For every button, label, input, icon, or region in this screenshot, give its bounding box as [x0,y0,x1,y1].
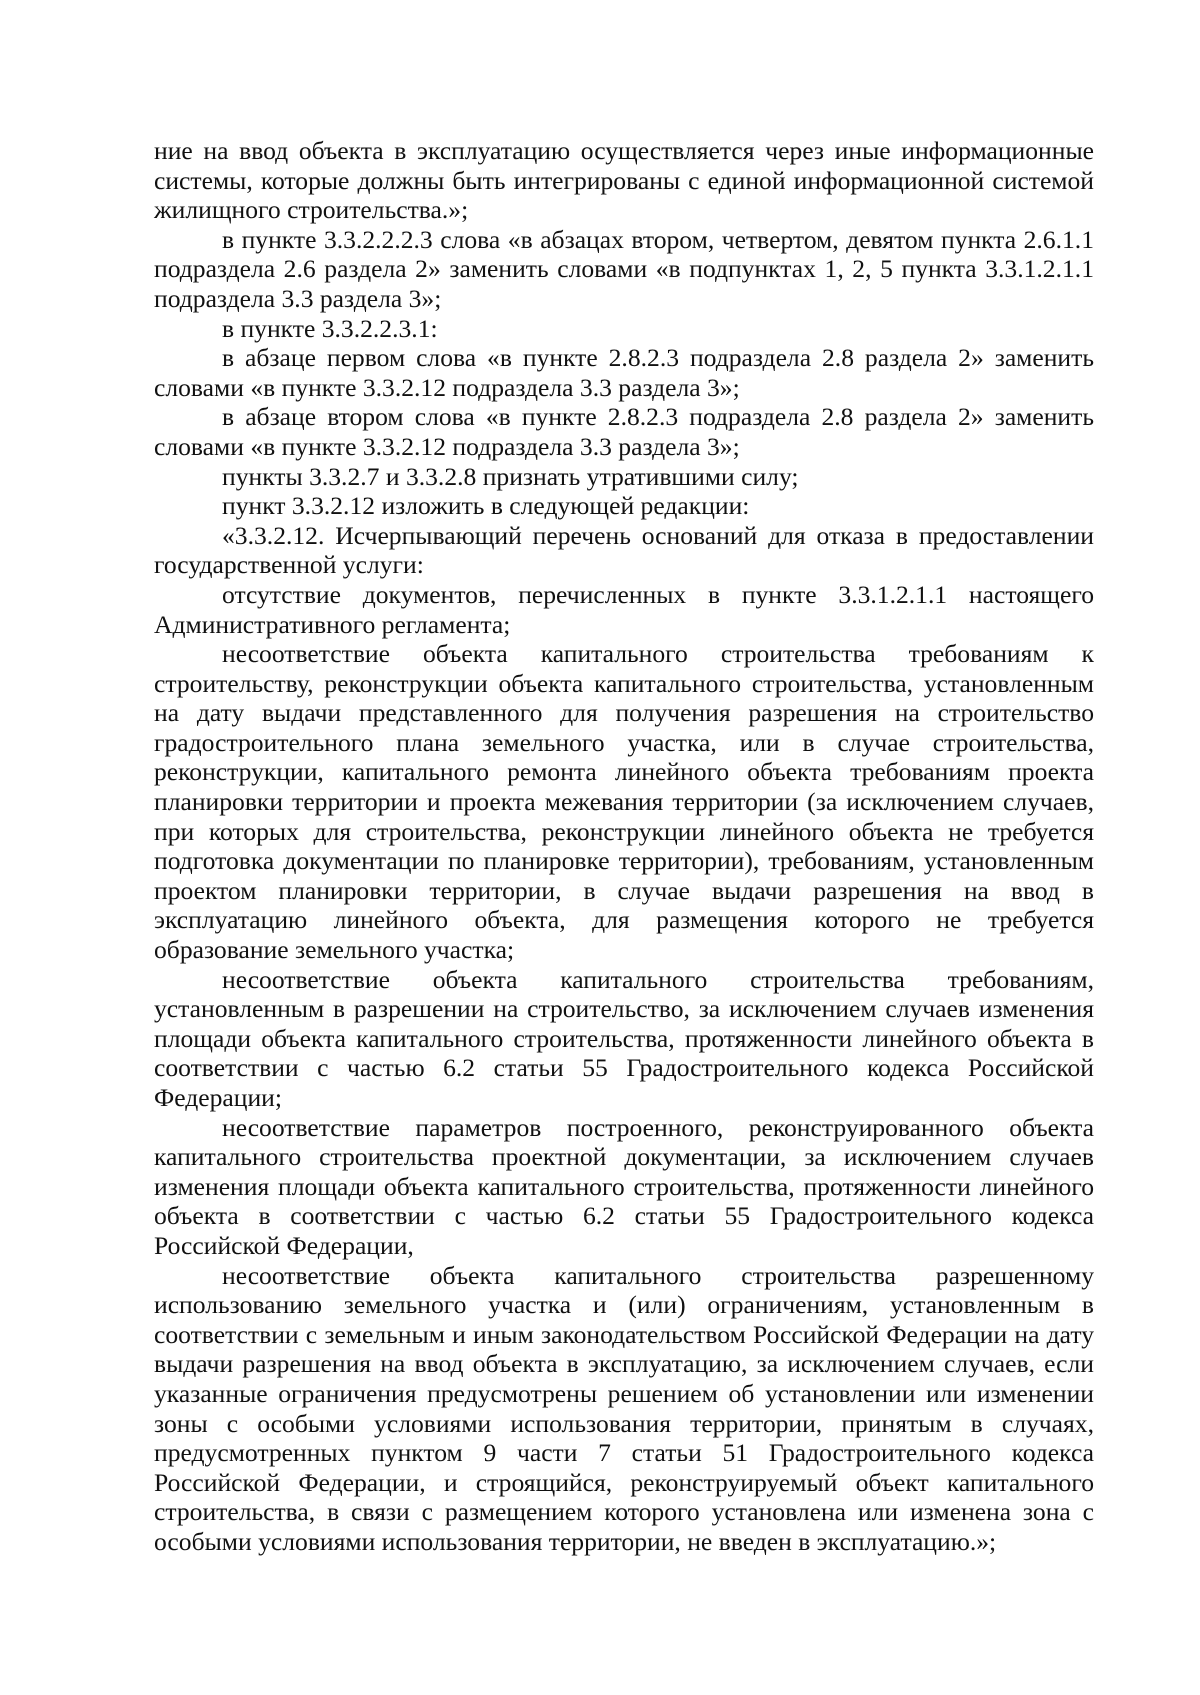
paragraph-ground-project-mismatch: несоответствие параметров построенного, реконструированного объекта капитального строительства проектной документации, за исключением случаев изменения площади объекта капитального строительства, протяженности линейного объекта в соответствии с частью 6.2 статьи 55 Градостроительного кодекса Российской Федерации, [154,1112,1094,1260]
paragraph-ground-gpzu-mismatch: несоответствие объекта капитального строительства требованиям к строительству, реконструкции объекта капитального строительства, установленным на дату выдачи представленного для получения разрешения на строительство градостроительного плана земельного участка, или в случае строительства, реконструкции, капитального ремонта линейного объекта требованиям проекта планировки территории и проекта межевания территории (за исключением случаев, при которых для строительства, реконструкции линейного объекта не требуется подготовка документации по планировке территории), требованиям, установленным проектом планировки территории, в случае выдачи разрешения на ввод в эксплуатацию линейного объекта, для размещения которого не требуется образование земельного участка; [154,639,1094,965]
paragraph-first-abzac: в абзаце первом слова «в пункте 2.8.2.3 подраздела 2.8 раздела 2» заменить словами «в пункте 3.3.2.12 подраздела 3.3 раздела 3»; [154,343,1094,402]
paragraph-amendment-3-3-2-2-3-1: в пункте 3.3.2.2.3.1: [222,313,438,343]
paragraph-ground-permit-mismatch: несоответствие объекта капитального строительства требованиям, установленным в разрешении на строительство, за исключением случаев изменения площади объекта капитального строительства, протяженности линейного объекта в соответствии с частью 6.2 статьи 55 Градостроительного кодекса Российской Федерации; [154,964,1094,1112]
document-body [154,136,1094,1557]
paragraph-second-abzac: в абзаце втором слова «в пункте 2.8.2.3 подраздела 2.8 раздела 2» заменить словами «в пункте 3.3.2.12 подраздела 3.3 раздела 3»; [154,402,1094,461]
paragraph-repeal: пункты 3.3.2.7 и 3.3.2.8 признать утратившими силу; [222,461,799,491]
paragraph-ground-land-use-mismatch: несоответствие объекта капитального строительства разрешенному использованию земельного участка и (или) ограничениям, установленным в соответствии с земельным и иным законодательством Российской Федерации на дату выдачи разрешения на ввод объекта в эксплуатацию, за исключением случаев, если указанные ограничения предусмотрены решением об установлении или изменении зоны с особыми условиями использования территории, принятым в случаях, предусмотренных пунктом 9 части 7 статьи 51 Градостроительного кодекса Российской Федерации, и строящийся, реконструируемый объект капитального строительства, в связи с размещением которого установлена или изменена зона с особыми условиями использования территории, не введен в эксплуатацию.»; [154,1260,1094,1556]
paragraph-new-edition: пункт 3.3.2.12 изложить в следующей редакции: [222,491,750,521]
paragraph-ground-missing-documents: отсутствие документов, перечисленных в пункте 3.3.1.2.1.1 настоящего Административного регламента; [154,579,1094,639]
paragraph-grounds-heading: «3.3.2.12. Исчерпывающий перечень оснований для отказа в предоставлении государственной услуги: [154,520,1094,580]
paragraph-continuation: ние на ввод объекта в эксплуатацию осуществляется через иные информационные системы, которые должны быть интегрированы с единой информационной системой жилищного строительства.»; [154,136,1094,225]
paragraph-amendment-3-3-2-2-2-3: в пункте 3.3.2.2.2.3 слова «в абзацах втором, четвертом, девятом пункта 2.6.1.1 подраздела 2.6 раздела 2» заменить словами «в подпунктах 1, 2, 5 пункта 3.3.1.2.1.1 подраздела 3.3 раздела 3»; [154,224,1094,313]
